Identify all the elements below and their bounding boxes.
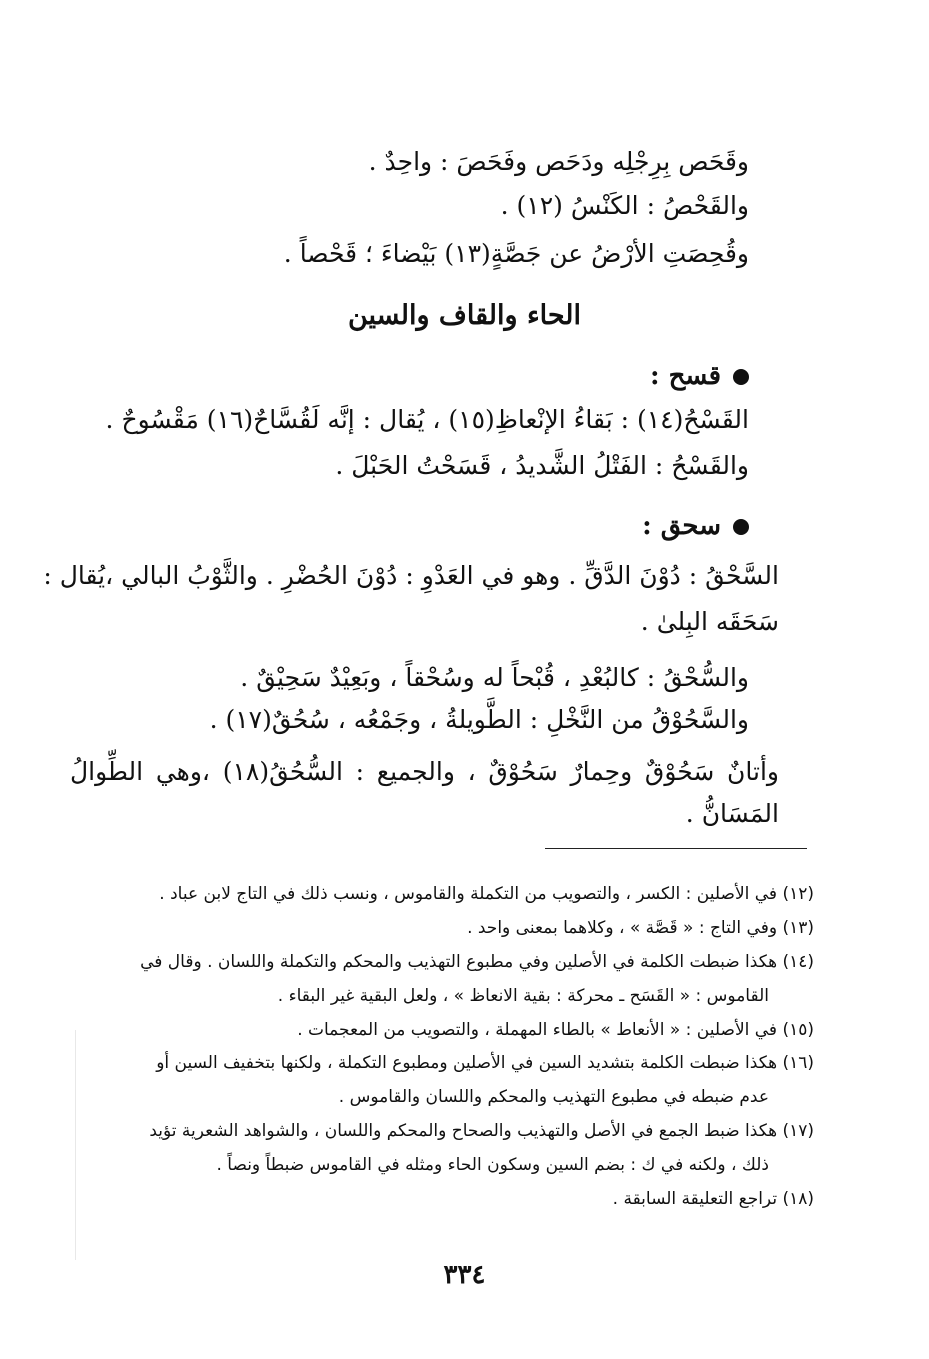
page-number: ٣٣٤ [443,1260,486,1290]
footnote: (١٤) هكذا ضبطت الكلمة في الأصلين وفي مطبوع التهذيب والمحكم والتكملة واللسان . وقال في [140,952,814,972]
text-line: والقَسْحُ : الفَتْلُ الشَّديدُ ، قَسَحْتُ الحَبْلَ . [335,451,749,480]
text-line: السَّحْقُ : دُوْنَ الدَّقِّ . وهو في العَدْوِ : دُوْنَ الحُضْرِ . والثَّوْبُ البالي ،يُقال : [43,561,779,590]
text-line: المَسَانُّ . [685,799,779,828]
text-line: والقَحْصُ : الكَنْسُ (١٢) . [500,191,749,220]
bullet-icon [733,369,749,385]
footnote-separator [545,848,807,849]
text-line: سَحَقَه البِلىٰ . [640,607,779,636]
text-line: وقُحِصَتِ الأرْضُ عن جَصَّةٍ(١٣) بَيْضاءَ ؛ قَحْصاً . [283,239,749,268]
footnote: (١٦) هكذا ضبطت الكلمة بتشديد السين في الأصلين ومطبوع التكملة ، ولكنها بتخفيف السين أو [156,1053,814,1073]
entry-headword [650,356,749,396]
footnote: (١٨) تراجع التعليقة السابقة . [612,1189,814,1209]
section-heading: الحاء والقاف والسين [347,300,582,331]
text-line: وأتانٌ سَحُوْقٌ وحِمارٌ سَحُوْقٌ ، والجميع : السُّحُقُ(١٨) ،وهي الطِّوالُ [70,757,780,786]
text-line: وقَحَص بِرِجْلِه ودَحَص وفَحَصَ : واحِدٌ . [368,147,749,176]
bullet-icon [733,519,749,535]
footnote-continuation: عدم ضبطه في مطبوع التهذيب والمحكم واللسان والقاموس . [338,1087,769,1107]
text-line: والسُّحْقُ : كالبُعْدِ ، قُبْحاً له وسُحْقاً ، وبَعِيْدٌ سَحِيْقٌ . [240,663,749,692]
footnote: (١٣) وفي التاج : « قَصَّة » ، وكلاهما بمعنى واحد . [467,918,814,938]
scan-margin-line [75,1030,76,1260]
headword-text: سحق : [642,511,721,541]
headword-text: قسح : [649,361,721,391]
text-line: والسَّحُوْقُ من النَّخْلِ : الطَّويلةُ ، وجَمْعُه ، سُحُقٌ(١٧) . [209,705,749,734]
footnote-continuation: القاموس : « القَسَح ـ محركة : بقية الانعاظ » ، ولعل البقية غير البقاء . [277,986,769,1006]
footnote: (١٧) هكذا ضبط الجمع في الأصل والتهذيب والصحاح والمحكم واللسان ، والشواهد الشعرية تؤيد [149,1121,814,1141]
footnote: (١٥) في الأصلين : « الأنعاط » بالطاء المهملة ، والتصويب من المعجمات . [297,1020,814,1040]
footnote-continuation: ذلك ، ولكنه في ك : بضم السين وسكون الحاء ومثله في القاموس ضبطاً ونصاً . [216,1155,769,1175]
text-line: القَسْحُ(١٤) : بَقاءُ الإنْعاظِ(١٥) ، يُقال : إنَّه لَقُسَّاحٌ(١٦) مَقْسُوحٌ . [105,405,749,434]
footnote: (١٢) في الأصلين : الكسر ، والتصويب من التكملة والقاموس ، ونسب ذلك في التاج لابن عباد . [159,884,814,904]
entry-headword [642,506,749,546]
